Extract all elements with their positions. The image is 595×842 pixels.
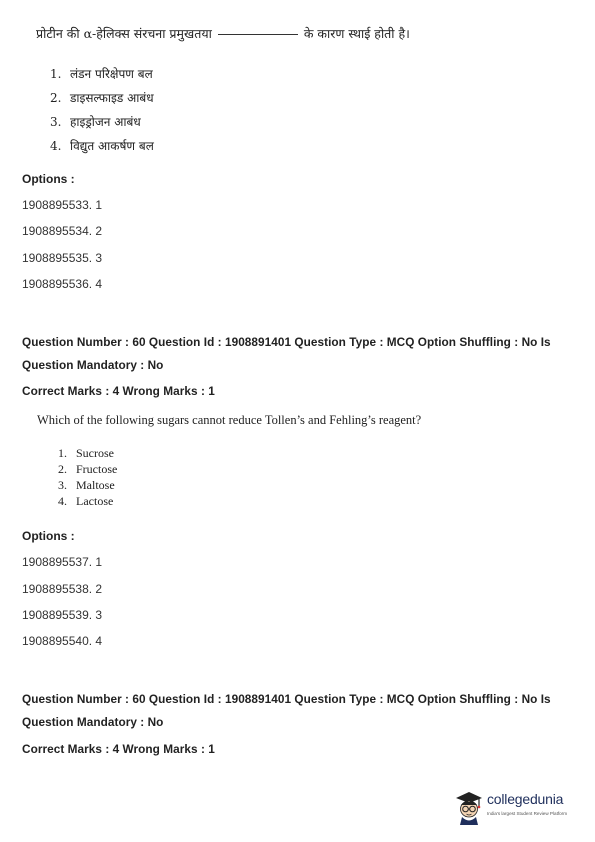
option-line: 1908895534. 2 [22,224,103,238]
choice-text: लंडन परिक्षेपण बल [70,67,153,81]
list-item [50,62,154,86]
choice-text: Maltose [76,478,115,492]
choice-number: 2. [50,91,62,105]
question-mandatory: Question Mandatory : No [22,715,164,729]
collegedunia-logo [453,787,583,827]
hindi-choice-list [50,62,154,158]
choice-number: 4. [58,494,67,508]
list-item [58,477,117,493]
list-item [58,461,117,477]
hindi-stem-before: प्रोटीन की α-हेलिक्स संरचना प्रमुखतया [36,26,212,41]
question-mandatory: Question Mandatory : No [22,358,164,372]
choice-text: Lactose [76,494,114,508]
brand-name: collegedunia [487,791,564,807]
question-marks: Correct Marks : 4 Wrong Marks : 1 [22,384,215,398]
choice-text: Fructose [76,462,118,476]
option-line: 1908895537. 1 [22,555,103,569]
option-line: 1908895533. 1 [22,198,103,212]
choice-text: Sucrose [76,446,114,460]
hindi-question-stem [36,25,410,42]
list-item [58,445,117,461]
list-item [50,134,154,158]
list-item [58,493,117,509]
choice-number: 1. [58,446,67,460]
choice-list [58,445,117,509]
question-marks: Correct Marks : 4 Wrong Marks : 1 [22,742,215,756]
choice-number: 3. [50,115,62,129]
option-line: 1908895535. 3 [22,251,103,265]
options-label: Options : [22,529,75,543]
option-line: 1908895538. 2 [22,582,103,596]
option-line: 1908895539. 3 [22,608,103,622]
choice-number: 2. [58,462,67,476]
option-line: 1908895536. 4 [22,277,103,291]
options-label: Options : [22,172,75,186]
choice-text: हाइड्रोजन आबंध [70,115,141,129]
choice-number: 1. [50,67,62,81]
question-header: Question Number : 60 Question Id : 1908891401 Question Type : MCQ Option Shuffling : No Is [22,692,551,706]
brand-tagline: India's largest Student Review Platform [487,811,568,816]
list-item [50,86,154,110]
question-header: Question Number : 60 Question Id : 1908891401 Question Type : MCQ Option Shuffling : No Is [22,335,551,349]
hindi-stem-after: के कारण स्थाई होती है। [303,26,410,41]
list-item [50,110,154,134]
choice-number: 3. [58,478,67,492]
fill-in-blank [218,34,298,35]
student-mascot-icon [453,787,485,825]
choice-text: विद्युत आकर्षण बल [70,139,154,153]
question-stem: Which of the following sugars cannot reduce Tollen’s and Fehling’s reagent? [37,413,422,427]
choice-text: डाइसल्फाइड आबंध [70,91,154,105]
option-line: 1908895540. 4 [22,634,103,648]
choice-number: 4. [50,139,62,153]
